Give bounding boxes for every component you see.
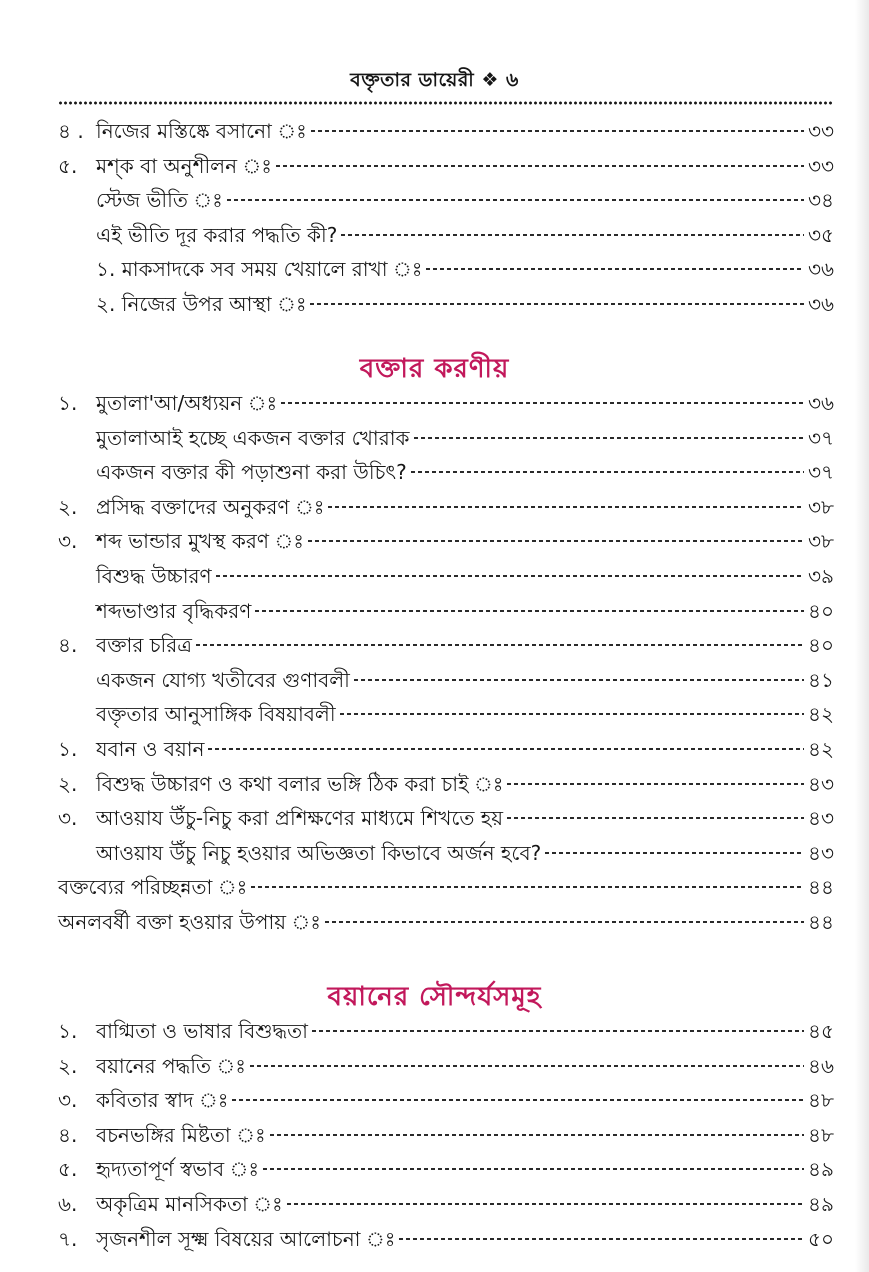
toc-entry-title: মুতালাআই হচ্ছে একজন বক্তার খোরাক bbox=[96, 426, 410, 450]
toc-entry-page-number: ৩৩ bbox=[807, 154, 834, 178]
running-header: বক্তৃতার ডায়েরী ❖ ৬ bbox=[350, 69, 519, 91]
toc-entry bbox=[58, 149, 834, 183]
toc-entry-title: বক্তব্যের পরিচ্ছন্নতা ঃ bbox=[58, 875, 248, 899]
toc-entry-title: মুতালা'আ/অধ্যয়ন ঃ bbox=[96, 391, 278, 415]
toc-entry-page-number: ৪৬ bbox=[808, 1054, 834, 1078]
dash-leader bbox=[426, 268, 804, 270]
toc-entry bbox=[58, 1049, 834, 1083]
toc-entry-title: যবান ও বয়ান bbox=[96, 737, 205, 761]
toc-entry-page-number: ৩৫ bbox=[808, 223, 834, 247]
section-title: বয়ানের সৌন্দর্যসমূহ bbox=[327, 982, 542, 1012]
toc-entry-number: ৩. bbox=[58, 1088, 78, 1112]
toc-entry-title: আওয়ায উঁচু নিচু হওয়ার অভিজ্ঞতা কিভাবে অর্জন হবে? bbox=[96, 841, 542, 865]
dash-leader bbox=[328, 506, 804, 508]
toc-entry-page-number: ৩৭ bbox=[807, 460, 834, 484]
toc-entry-page-number: ৪৫ bbox=[808, 1019, 834, 1043]
toc-entry bbox=[58, 767, 834, 801]
toc-entry-title: অনলবর্ষী বক্তা হওয়ার উপায় ঃ bbox=[58, 910, 321, 934]
toc-entry bbox=[96, 594, 834, 628]
dash-leader bbox=[263, 1168, 804, 1170]
dash-leader bbox=[354, 679, 804, 681]
dash-leader bbox=[325, 921, 804, 923]
toc-entry-title: বাগ্মিতা ও ভাষার বিশুদ্ধতা bbox=[96, 1019, 308, 1043]
toc-entry-page-number: ৩৪ bbox=[808, 188, 834, 212]
dash-leader bbox=[399, 1238, 804, 1240]
toc-entry bbox=[58, 1118, 834, 1152]
toc-entry-page-number: ৪৮ bbox=[808, 1123, 834, 1147]
toc-entry-number: ২. bbox=[58, 772, 78, 796]
dash-leader bbox=[287, 1203, 804, 1205]
toc-entry-number: ২. bbox=[58, 495, 78, 519]
toc-entry-title: মশ্‌ক বা অনুশীলন ঃ bbox=[96, 154, 272, 178]
toc-entry-page-number: ৪১ bbox=[808, 668, 834, 692]
toc-entry bbox=[58, 628, 834, 662]
dash-leader bbox=[281, 402, 804, 404]
toc-entry-page-number: ৪০ bbox=[808, 599, 834, 623]
toc-entry bbox=[96, 663, 834, 697]
toc-entry-title: ২. নিজের উপর আস্থা ঃ bbox=[96, 292, 307, 316]
toc-entry bbox=[58, 114, 834, 148]
toc-entry-number: ৫. bbox=[58, 154, 78, 178]
dash-leader bbox=[208, 748, 804, 750]
toc-entry bbox=[58, 905, 834, 939]
dash-leader bbox=[312, 1030, 804, 1032]
toc-entry-page-number: ৩৬ bbox=[807, 391, 834, 415]
toc-entry-page-number: ৪২ bbox=[808, 737, 834, 761]
section-title: বক্তার করণীয় bbox=[359, 354, 510, 384]
toc-entry bbox=[58, 801, 834, 835]
toc-entry-number: ৭. bbox=[58, 1227, 78, 1251]
toc-entry bbox=[96, 421, 834, 455]
dash-leader bbox=[311, 130, 804, 132]
toc-entry-title: শব্দ ভান্ডার মুখস্থ করণ ঃ bbox=[96, 529, 304, 553]
dash-leader bbox=[232, 1099, 804, 1101]
dash-leader bbox=[251, 886, 804, 888]
toc-entry bbox=[58, 1152, 834, 1186]
dash-leader bbox=[276, 165, 804, 167]
header-dotted-rule bbox=[58, 101, 834, 105]
toc-entry bbox=[58, 732, 834, 766]
toc-entry-title: বিশুদ্ধ উচ্চারণ bbox=[96, 564, 212, 588]
page-edge-shadow bbox=[855, 0, 869, 1272]
dash-leader bbox=[227, 199, 804, 201]
dash-leader bbox=[216, 575, 804, 577]
toc-entry bbox=[96, 218, 834, 252]
toc-entry-page-number: ৪৪ bbox=[808, 910, 834, 934]
toc-entry-page-number: ৩৮ bbox=[808, 495, 834, 519]
toc-entry-page-number: ৪৩ bbox=[808, 806, 834, 830]
dash-leader bbox=[340, 713, 804, 715]
toc-entry-page-number: ৪৪ bbox=[808, 875, 834, 899]
dash-leader bbox=[507, 817, 804, 819]
toc-entry-title: বক্তৃতার আনুসাঙ্গিক বিষয়াবলী bbox=[96, 702, 336, 726]
toc-entry-title: শব্দভাণ্ডার বৃদ্ধিকরণ bbox=[96, 599, 252, 623]
toc-entry-page-number: ৪২ bbox=[808, 702, 834, 726]
dash-leader bbox=[545, 852, 804, 854]
toc-entry-number: ১. bbox=[58, 1019, 78, 1043]
toc-entry-number: ১. bbox=[58, 391, 78, 415]
toc-entry-title: সৃজনশীল সূক্ষ্ম বিষয়ের আলোচনা ঃ bbox=[96, 1227, 396, 1251]
toc-entry-title: বিশুদ্ধ উচ্চারণ ও কথা বলার ভঙ্গি ঠিক করা চাই ঃ bbox=[96, 772, 504, 796]
toc-entry-title: এই ভীতি দূর করার পদ্ধতি কী? bbox=[96, 223, 338, 247]
toc-entry-number: ৪ . bbox=[58, 119, 84, 143]
dash-leader bbox=[250, 1065, 804, 1067]
toc-entry-title: বয়ানের পদ্ধতি ঃ bbox=[96, 1054, 246, 1078]
toc-entry-page-number: ৩৯ bbox=[808, 564, 834, 588]
toc-entry-page-number: ৩৬ bbox=[807, 292, 834, 316]
toc-entry bbox=[58, 1222, 834, 1256]
dash-leader bbox=[270, 1134, 804, 1136]
toc-entry-number: ৩. bbox=[58, 806, 78, 830]
toc-entry-page-number: ৪০ bbox=[808, 633, 834, 657]
dash-leader bbox=[255, 610, 804, 612]
toc-entry bbox=[96, 559, 834, 593]
dash-leader bbox=[507, 783, 804, 785]
toc-entry-title: প্রসিদ্ধ বক্তাদের অনুকরণ ঃ bbox=[96, 495, 325, 519]
dash-leader bbox=[341, 234, 804, 236]
toc-entry bbox=[58, 386, 834, 420]
toc-entry bbox=[96, 287, 834, 321]
toc-entry-number: ৬. bbox=[58, 1192, 78, 1216]
toc-entry-page-number: ৪৯ bbox=[808, 1157, 834, 1181]
toc-entry bbox=[96, 697, 834, 731]
toc-entry-title: হৃদ্যতাপূর্ণ স্বভাব ঃ bbox=[96, 1157, 260, 1181]
toc-entry-title: ১. মাকসাদকে সব সময় খেয়ালে রাখা ঃ bbox=[96, 257, 423, 281]
toc-entry-title: বক্তার চরিত্র bbox=[96, 633, 192, 657]
toc-entry-number: ৪. bbox=[58, 1123, 78, 1147]
toc-entry-title: বচনভঙ্গির মিষ্টতা ঃ bbox=[96, 1123, 266, 1147]
dash-leader bbox=[308, 540, 804, 542]
toc-entry bbox=[96, 183, 834, 217]
toc-entry-page-number: ৪৩ bbox=[808, 841, 834, 865]
toc-entry-number: ৪. bbox=[58, 633, 78, 657]
toc-entry-number: ২. bbox=[58, 1054, 78, 1078]
toc-entry-page-number: ৩৮ bbox=[808, 529, 834, 553]
toc-entry bbox=[96, 455, 834, 489]
toc-entry bbox=[58, 490, 834, 524]
dash-leader bbox=[411, 471, 804, 473]
toc-entry-title: একজন যোগ্য খতীবের গুণাবলী bbox=[96, 668, 350, 692]
toc-entry-number: ৩. bbox=[58, 529, 78, 553]
toc-entry-page-number: ৩৭ bbox=[807, 426, 834, 450]
toc-entry-title: আওয়ায উঁচু-নিচু করা প্রশিক্ষণের মাধ্যমে শিখতে হয় bbox=[96, 806, 504, 830]
toc-entry-title: কবিতার স্বাদ ঃ bbox=[96, 1088, 229, 1112]
toc-entry bbox=[96, 252, 834, 286]
toc-entry-title: অকৃত্রিম মানসিকতা ঃ bbox=[96, 1192, 283, 1216]
toc-entry-page-number: ৪৩ bbox=[808, 772, 834, 796]
toc-entry bbox=[58, 1083, 834, 1117]
toc-entry-page-number: ৩৬ bbox=[807, 257, 834, 281]
dash-leader bbox=[414, 437, 804, 439]
toc-entry bbox=[58, 1014, 834, 1048]
toc-entry bbox=[96, 836, 834, 870]
toc-entry bbox=[58, 1187, 834, 1221]
toc-entry-title: স্টেজ ভীতি ঃ bbox=[96, 188, 223, 212]
toc-entry bbox=[58, 870, 834, 904]
toc-entry-page-number: ৩৩ bbox=[807, 119, 834, 143]
toc-entry-page-number: ৫০ bbox=[808, 1227, 834, 1251]
toc-entry-page-number: ৪৮ bbox=[808, 1088, 834, 1112]
toc-entry-number: ৫. bbox=[58, 1157, 78, 1181]
toc-entry-title: নিজের মস্তিষ্কে বসানো ঃ bbox=[96, 119, 307, 143]
toc-entry-number: ১. bbox=[58, 737, 78, 761]
dash-leader bbox=[196, 644, 804, 646]
toc-entry-title: একজন বক্তার কী পড়াশুনা করা উচিৎ? bbox=[96, 460, 407, 484]
dash-leader bbox=[310, 303, 804, 305]
toc-entry-page-number: ৪৯ bbox=[808, 1192, 834, 1216]
toc-entry bbox=[58, 524, 834, 558]
